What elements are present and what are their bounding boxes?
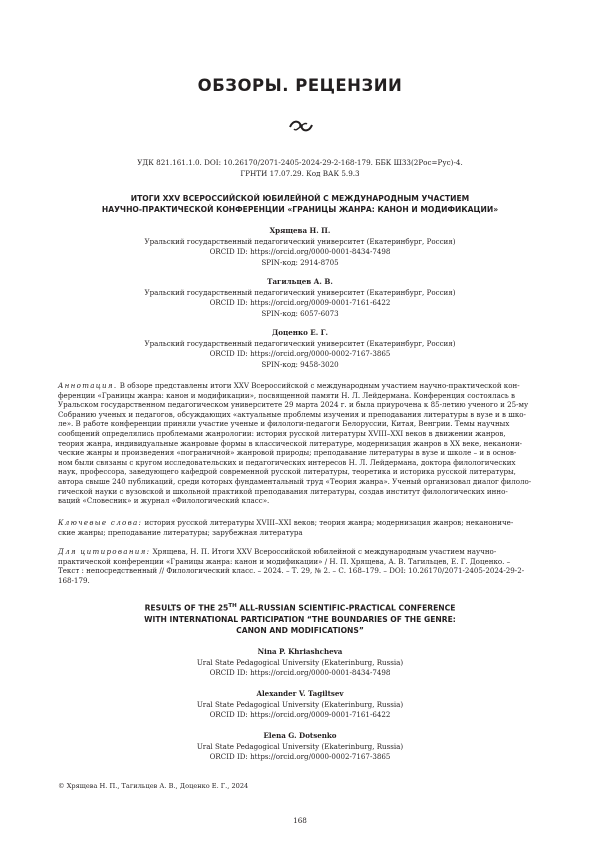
title-ru-line: НАУЧНО-ПРАКТИЧЕСКОЙ КОНФЕРЕНЦИИ «ГРАНИЦЫ ЖАНРА: КАНОН И МОДИФИКАЦИИ» xyxy=(101,205,499,214)
annotation-line: В обзоре представлены итоги XXV Всероссийской с международным участием научно-практической кон- xyxy=(119,381,520,390)
title-ru-line: ИТОГИ XXV ВСЕРОССИЙСКОЙ ЮБИЛЕЙНОЙ С МЕЖДУНАРОДНЫМ УЧАСТИЕМ xyxy=(130,194,470,203)
author-name: Elena G. Dotsenko xyxy=(263,731,337,740)
author-affiliation: Ural State Pedagogical University (Ekaterinburg, Russia) xyxy=(196,657,404,667)
article-title-en xyxy=(58,601,542,636)
udc-line: УДК 821.161.1.0. DOI: 10.26170/2071-2405-2024-29-2-168-179. ББК Ш33(2Рос=Рус)-4. xyxy=(137,158,463,167)
annotation-line: ном были связаны с кругом исследовательских и педагогических интересов Н. Л. Лейдермана, доктора филологических xyxy=(58,457,516,467)
annotation-line: ле». В работе конференции приняли участие ученые и филологи-педагоги Белоруссии, Китая, Венгрии. Темы научных xyxy=(58,419,510,429)
author-name: Хрящева Н. П. xyxy=(269,226,331,235)
author-affiliation: Ural State Pedagogical University (Ekaterinburg, Russia) xyxy=(196,741,404,751)
keywords-line: история русской литературы XVIII–XXI веков; теория жанра; модернизация жанров; неканониче- xyxy=(144,518,514,527)
author-name: Доценко Е. Г. xyxy=(271,328,329,337)
udc-block xyxy=(58,158,542,179)
citation-line: Хрящева, Н. П. Итоги XXV Всероссийской юбилейной с международным участием научно- xyxy=(152,547,497,556)
title-en-part: RESULTS OF THE 25 xyxy=(144,603,229,613)
ornament-icon xyxy=(288,118,314,134)
author-affiliation: Уральский государственный педагогический университет (Екатеринбург, Россия) xyxy=(144,236,456,246)
annotation-line: автора свыше 240 публикаций, среди которых фундаментальный труд «Теория жанра». Ученый организовал диалог филоло- xyxy=(58,476,532,486)
author-affiliation: Ural State Pedagogical University (Ekaterinburg, Russia) xyxy=(196,699,404,709)
author-ru xyxy=(58,328,542,370)
article-page xyxy=(58,0,542,848)
author-orcid: ORCID ID: https://orcid.org/0000-0002-7167-3865 xyxy=(209,752,391,761)
author-spin: SPIN-код: 2914-8705 xyxy=(261,257,339,267)
author-en xyxy=(58,731,542,763)
annotation-line: ческие жанры и произведения «пограничной» жанровой природы; преподавание литературы в вузе и школе – и в основ- xyxy=(58,448,517,458)
author-ru xyxy=(58,226,542,268)
article-title-ru xyxy=(58,193,542,215)
author-name: Alexander V. Tagiltsev xyxy=(256,689,344,698)
annotation-line: гической науки с вузовской и школьной практикой преподавания литературы, создав институт филологических инно- xyxy=(58,486,508,496)
author-ru xyxy=(58,277,542,319)
annotation-line: сообщений определялись проблемами жанрологии: история русской литературы XVIII–XXI веков в движении жанров, xyxy=(58,428,506,438)
author-en xyxy=(58,689,542,721)
title-en-sup: TH xyxy=(228,603,237,609)
author-affiliation: Уральский государственный педагогический университет (Екатеринбург, Россия) xyxy=(144,338,456,348)
author-name: Тагильцев А. В. xyxy=(267,277,333,286)
title-en-part: ALL-RUSSIAN SCIENTIFIC-PRACTICAL CONFERENCE xyxy=(236,603,456,613)
citation-line: 168-179. xyxy=(58,575,90,585)
annotation-line: ференции «Границы жанра: канон и модификации», посвященной памяти Н. Л. Лейдермана. Конференция состоялась в xyxy=(58,390,515,400)
annotation-line: Уральском государственном педагогическом университете 29 марта 2024 г. и была приурочена к 85-летию ученого и 25-му xyxy=(58,400,529,410)
citation-line: Текст : непосредственный // Филологический класс. – 2024. – Т. 29, № 2. – С. 168–179. – DOI: 10.26170/2071-2405-2024-29-2- xyxy=(58,566,525,576)
annotation-line: Собранию ученых и педагогов, обсуждающих «актуальные проблемы изучения и преподавания литературы в вузе и в шко- xyxy=(58,409,526,419)
keywords-label: Ключевые слова: xyxy=(58,518,143,527)
author-spin: SPIN-код: 6057-6073 xyxy=(261,308,339,318)
author-orcid: ORCID ID: https://orcid.org/0009-0001-7161-6422 xyxy=(209,710,391,719)
author-affiliation: Уральский государственный педагогический университет (Екатеринбург, Россия) xyxy=(144,287,456,297)
annotation xyxy=(58,381,542,506)
title-en-line: WITH INTERNATIONAL PARTICIPATION “THE BOUNDARIES OF THE GENRE: xyxy=(144,614,456,624)
author-orcid: ORCID ID: https://orcid.org/0000-0002-7167-3865 xyxy=(209,349,391,358)
keywords xyxy=(58,518,542,537)
title-en-line: CANON AND MODIFICATIONS” xyxy=(236,625,364,635)
citation-line: практической конференции «Границы жанра: канон и модификации» / Н. П. Хрящева, А. В. Тагильцев, Е. Г. Доценко. – xyxy=(58,556,511,566)
copyright: © Хрящева Н. П., Тагильцев А. В., Доценко Е. Г., 2024 xyxy=(58,782,249,790)
citation xyxy=(58,547,542,585)
grnti-line: ГРНТИ 17.07.29. Код ВАК 5.9.3 xyxy=(240,168,360,178)
section-title: ОБЗОРЫ. РЕЦЕНЗИИ xyxy=(197,76,403,95)
author-orcid: ORCID ID: https://orcid.org/0000-0001-8434-7498 xyxy=(209,247,391,256)
annotation-line: наук, профессора, заведующего кафедрой современной русской литературы, теоретика и историка русской литературы, xyxy=(58,467,516,477)
author-orcid: ORCID ID: https://orcid.org/0000-0001-8434-7498 xyxy=(209,668,391,677)
keywords-line: ские жанры; преподавание литературы; зарубежная литература xyxy=(58,527,303,537)
annotation-label: Аннотация. xyxy=(58,381,118,390)
citation-label: Для цитирования: xyxy=(58,547,151,556)
annotation-line: ваций «Словесник» и журнал «Филологический класс». xyxy=(58,496,270,506)
author-spin: SPIN-код: 9458-3020 xyxy=(261,359,339,369)
author-orcid: ORCID ID: https://orcid.org/0009-0001-7161-6422 xyxy=(209,298,391,307)
author-name: Nina P. Khriashcheva xyxy=(257,647,343,656)
author-en xyxy=(58,647,542,679)
page-number: 168 xyxy=(293,816,307,825)
annotation-line: теория жанра, индивидуальные жанровые формы в классической литературе, модернизация жанров в XX веке, неканони- xyxy=(58,438,523,448)
